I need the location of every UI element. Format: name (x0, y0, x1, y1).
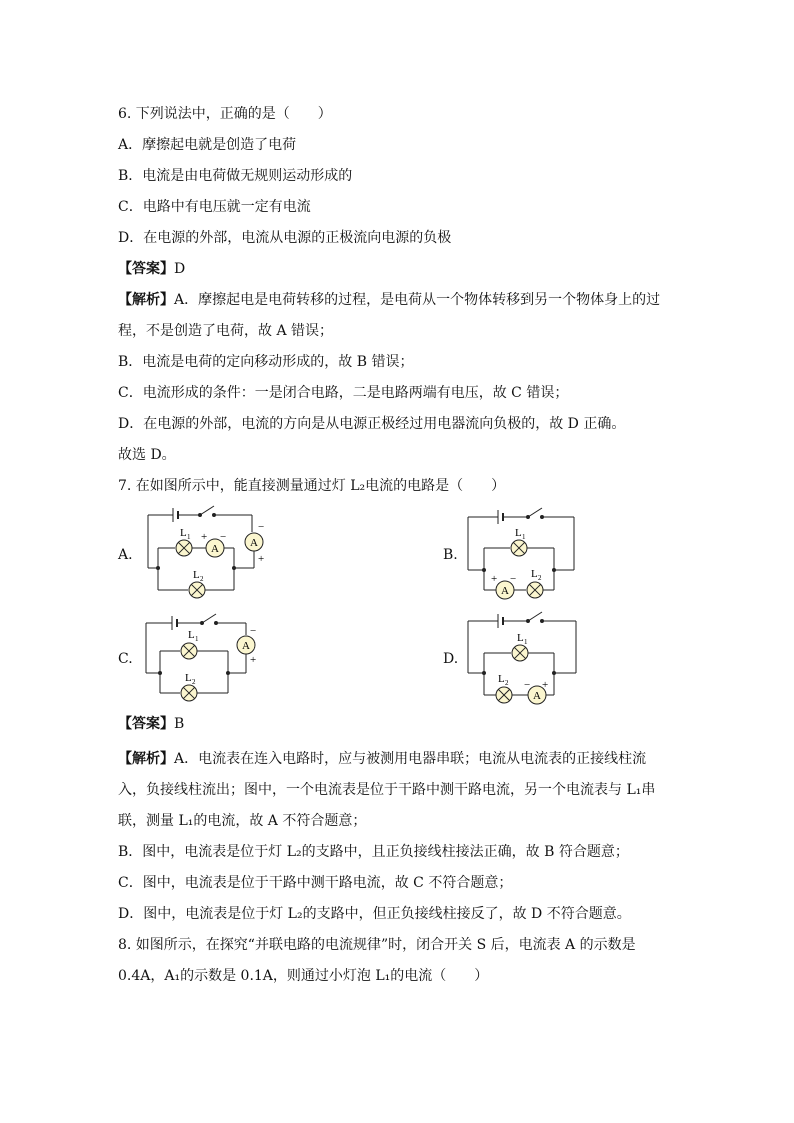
lamp-subscript: 2 (538, 574, 542, 582)
minus-sign: − (258, 521, 265, 533)
circuit-d-diagram (462, 605, 592, 715)
q7-analysis-line: 联，测量 L₁的电流，故 A 不符合题意； (118, 813, 367, 829)
lamp-subscript: 1 (524, 638, 528, 646)
lamp-subscript: 2 (505, 679, 509, 687)
answer-label: 【答案】 (118, 716, 174, 732)
answer-value: D (174, 261, 186, 277)
ammeter-label: A (533, 690, 541, 702)
q7-option-b-label: B. (443, 547, 458, 563)
plus-sign: + (258, 553, 265, 565)
lamp-label: L (531, 568, 538, 580)
lamp-label: L (180, 527, 187, 539)
circuit-b-diagram (460, 500, 590, 610)
q7-analysis-line: 入，负接线柱流出；图中，一个电流表是位于干路中测干路电流，另一个电流表与 L₁串 (118, 782, 656, 798)
q6-analysis-line: D．在电源的外部，电流的方向是从电源正极经过用电器流向负极的，故 D 正确。 (118, 416, 626, 432)
lamp-label: L (188, 629, 195, 641)
q6-answer (118, 259, 185, 279)
lamp-label: L (517, 632, 524, 644)
ammeter-label: A (211, 543, 219, 555)
q8-stem-line: 8. 如图所示，在探究“并联电路的电流规律”时，闭合开关 S 后，电流表 A 的示数是 (118, 937, 636, 953)
circuit-a-diagram (140, 500, 280, 610)
q7-analysis-line: C．图中，电流表是位于干路中测干路电流，故 C 不符合题意； (118, 875, 513, 891)
lamp-subscript: 1 (195, 635, 199, 643)
ammeter-label: A (250, 537, 258, 549)
plus-sign: + (491, 573, 498, 585)
circuit-c-diagram (140, 605, 280, 715)
lamp-subscript: 2 (200, 575, 204, 583)
analysis-label: 【解析】 (118, 751, 174, 767)
minus-sign: − (510, 573, 517, 585)
answer-label: 【答案】 (118, 261, 174, 277)
lamp-label: L (185, 672, 192, 684)
lamp-label: L (515, 527, 522, 539)
analysis-label: 【解析】 (118, 292, 174, 308)
q8-stem-line: 0.4A，A₁的示数是 0.1A，则通过小灯泡 L₁的电流（ ） (118, 968, 489, 984)
q6-analysis-line: B．电流是电荷的定向移动形成的，故 B 错误； (118, 354, 414, 370)
q6-option-d: D．在电源的外部，电流从电源的正极流向电源的负极 (118, 230, 452, 246)
q7-answer (118, 714, 184, 734)
q6-analysis-line: C．电流形成的条件：一是闭合电路，二是电路两端有电压，故 C 错误； (118, 385, 569, 401)
plus-sign: + (542, 679, 549, 691)
analysis-text: A．摩擦起电是电荷转移的过程，是电荷从一个物体转移到另一个物体身上的过 (174, 292, 661, 308)
q7-option-a-label: A. (118, 547, 133, 563)
q7-stem: 7. 在如图所示中，能直接测量通过灯 L₂电流的电路是（ ） (118, 478, 506, 494)
minus-sign: − (524, 679, 531, 691)
q6-analysis-line (118, 290, 660, 310)
lamp-label: L (498, 673, 505, 685)
answer-value: B (174, 716, 185, 732)
lamp-subscript: 1 (522, 533, 526, 541)
lamp-subscript: 2 (192, 678, 196, 686)
analysis-text: A．电流表在连入电路时，应与被测用电器串联；电流从电流表的正接线柱流 (174, 751, 647, 767)
minus-sign: − (220, 531, 227, 543)
minus-sign: − (250, 625, 257, 637)
q7-analysis-line: D．图中，电流表是位于灯 L₂的支路中，但正负接线柱接反了，故 D 不符合题意。 (118, 906, 631, 922)
ammeter-label: A (242, 640, 250, 652)
q6-stem: 6. 下列说法中，正确的是（ ） (118, 106, 332, 122)
q6-analysis-line: 故选 D。 (118, 447, 176, 463)
q6-option-c: C．电路中有电压就一定有电流 (118, 199, 311, 215)
lamp-subscript: 1 (187, 533, 191, 541)
q7-option-c-label: C. (118, 651, 133, 667)
q6-option-b: B．电流是由电荷做无规则运动形成的 (118, 168, 353, 184)
lamp-label: L (193, 569, 200, 581)
plus-sign: + (201, 531, 208, 543)
q7-analysis-line (118, 749, 646, 769)
ammeter-label: A (501, 585, 509, 597)
plus-sign: + (250, 654, 257, 666)
q6-option-a: A．摩擦起电就是创造了电荷 (118, 137, 297, 153)
q7-option-d-label: D. (443, 651, 459, 667)
q6-analysis-line: 程，不是创造了电荷，故 A 错误； (118, 323, 334, 339)
q7-analysis-line: B．图中，电流表是位于灯 L₂的支路中，且正负接线柱接法正确，故 B 符合题意； (118, 844, 629, 860)
